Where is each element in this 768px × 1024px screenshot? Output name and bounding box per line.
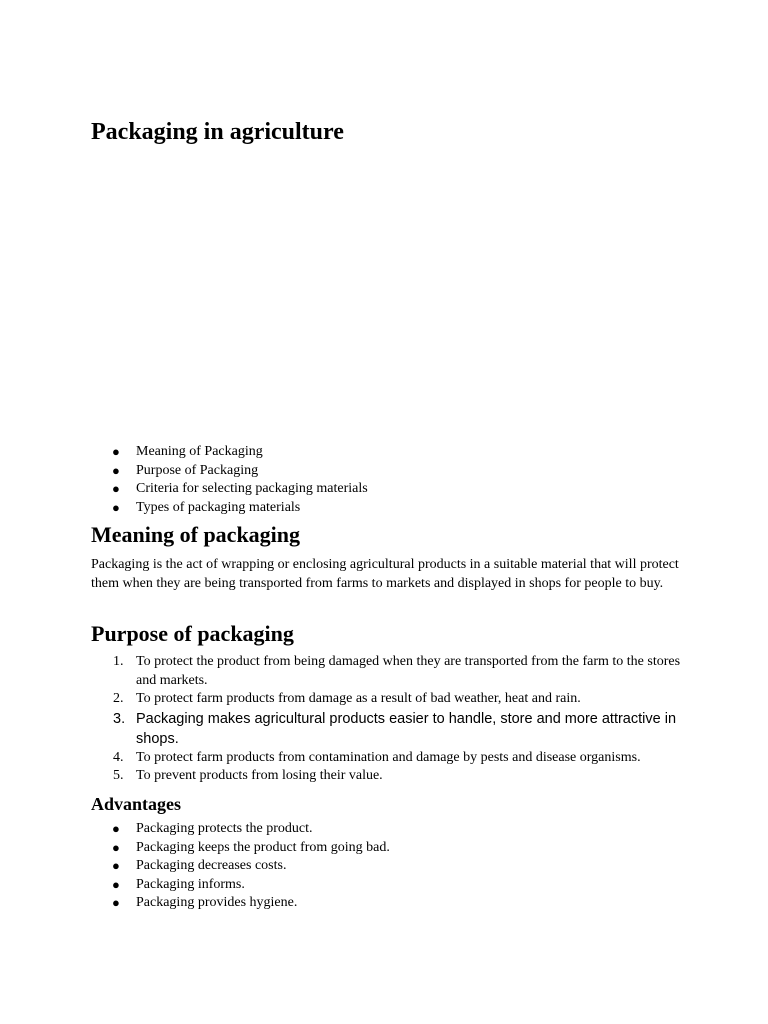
list-item xyxy=(91,749,681,768)
list-item xyxy=(91,876,390,895)
list-number: 1. xyxy=(113,654,124,669)
list-item xyxy=(91,839,390,858)
bullet-icon: ● xyxy=(112,858,120,873)
bullet-icon: ● xyxy=(112,895,120,910)
list-item-text: Meaning of Packaging xyxy=(136,444,263,459)
purpose-heading: Purpose of packaging xyxy=(91,621,294,646)
list-item xyxy=(91,690,681,709)
list-item xyxy=(91,653,681,690)
list-item-text: Packaging keeps the product from going bad. xyxy=(136,839,390,855)
list-number: 5. xyxy=(113,768,124,783)
bullet-icon: ● xyxy=(112,444,120,459)
list-item-text: Criteria for selecting packaging materials xyxy=(136,481,368,496)
list-item-text: Packaging provides hygiene. xyxy=(136,895,298,910)
list-item-text: To protect the product from being damaged when they are transported from the farm to the stores and markets. xyxy=(136,654,681,688)
list-item-text: Packaging protects the product. xyxy=(136,821,313,836)
bullet-icon: ● xyxy=(112,499,120,515)
list-item xyxy=(91,443,368,462)
list-item xyxy=(91,709,681,749)
list-item xyxy=(91,857,390,876)
document-title: Packaging in agriculture xyxy=(91,119,344,145)
list-item-text: Packaging informs. xyxy=(136,876,245,892)
bullet-icon: ● xyxy=(112,839,120,855)
list-item-text: Types of packaging materials xyxy=(136,499,301,515)
list-item-text: To protect farm products from damage as a result of bad weather, heat and rain. xyxy=(136,691,581,706)
list-item xyxy=(91,820,390,839)
list-number: 4. xyxy=(113,749,124,765)
meaning-paragraph: Packaging is the act of wrapping or enclosing agricultural products in a suitable material that will protect them when they are being transported from farms to markets and displayed in shops for people to buy. xyxy=(91,557,679,591)
list-item xyxy=(91,767,681,786)
list-number: 2. xyxy=(113,691,124,706)
purpose-list xyxy=(91,653,681,786)
list-item-text: To prevent products from losing their value. xyxy=(136,768,383,783)
bullet-icon: ● xyxy=(112,876,120,892)
bullet-icon: ● xyxy=(112,821,120,836)
list-item xyxy=(91,894,390,913)
list-item xyxy=(91,462,368,481)
list-item-text: To protect farm products from contamination and damage by pests and disease organisms. xyxy=(136,749,641,765)
list-item-text: Packaging decreases costs. xyxy=(136,858,287,873)
bullet-icon: ● xyxy=(112,481,120,496)
advantages-heading: Advantages xyxy=(91,794,182,814)
advantages-list xyxy=(91,820,390,913)
list-item-text: Packaging makes agricultural products easier to handle, store and more attractive in shops. xyxy=(136,710,677,747)
list-item xyxy=(91,499,368,518)
bullet-icon: ● xyxy=(112,462,120,478)
list-number: 3. xyxy=(113,710,126,727)
topics-list xyxy=(91,443,368,517)
list-item xyxy=(91,480,368,499)
meaning-heading: Meaning of packaging xyxy=(91,522,301,547)
list-item-text: Purpose of Packaging xyxy=(136,462,259,478)
